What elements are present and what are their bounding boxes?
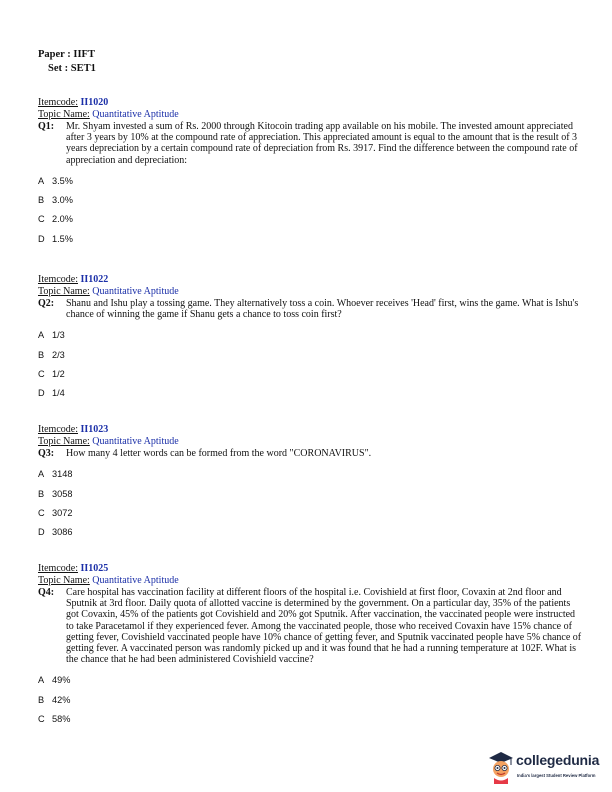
itemcode-line <box>38 274 583 286</box>
option-letter: C <box>38 507 45 518</box>
topic-value: Quantitative Aptitude <box>92 108 179 120</box>
option-letter: D <box>38 388 45 399</box>
paper-name: Paper : IIFT <box>38 49 95 60</box>
topic-line <box>38 109 583 121</box>
option-letter: D <box>38 233 45 244</box>
topic-value: Quantitative Aptitude <box>92 574 179 586</box>
question-text <box>38 448 583 459</box>
option-letter: A <box>38 175 45 186</box>
option-letter: A <box>38 330 45 341</box>
options-list <box>38 674 583 732</box>
option-item[interactable] <box>38 175 583 194</box>
option-letter: B <box>38 195 45 206</box>
logo-tagline: India's largest Student Review Platform <box>517 773 596 778</box>
set-name: Set : SET1 <box>48 63 96 74</box>
option-text: 3086 <box>52 527 73 538</box>
itemcode-label: Itemcode: <box>38 563 78 574</box>
question-number: Q4: <box>38 587 55 598</box>
question-text <box>38 587 583 665</box>
option-item[interactable] <box>38 507 583 526</box>
option-text: 2/3 <box>52 349 65 360</box>
itemcode-label: Itemcode: <box>38 274 78 285</box>
question-body: Care hospital has vaccination facility at different floors of the hospital i.e. Covishield at first floor, Covaxin at 2nd floor and Sputnik at 3rd floor. Daily quota of allotted vaccine is determined by the government. On a particular day, 35% of the patients got Covaxin, 45% of the patients got Covishield and 20% got Sputnik. After vaccination, the vaccinated people were instructed to take Paracetamol if they experienced fever. Among the vaccinated people, those who received Covaxin have 15% chance of getting fever, Covishield vaccinated people have 10% chance of getting fever, and Sputnik vaccinated people have 5% chance of getting fever. A vaccinated person was randomly picked up and it was found that he had a running temperature at 102F. What is the chance that he had been administered Covishield vaccine? <box>66 587 582 666</box>
question-block <box>38 274 583 407</box>
itemcode-label: Itemcode: <box>38 424 78 435</box>
question-body: Shanu and Ishu play a tossing game. They alternatively toss a coin. Whoever receives 'Head' first, wins the game. What is Ishu's chance of winning the game if Shanu gets a chance to toss coin first? <box>66 298 579 321</box>
topic-value: Quantitative Aptitude <box>92 435 179 447</box>
option-text: 1/4 <box>52 388 65 399</box>
option-item[interactable] <box>38 526 583 545</box>
option-item[interactable] <box>38 349 583 368</box>
question-text <box>38 298 583 320</box>
option-letter: C <box>38 214 45 225</box>
logo-wordmark: collegedunia <box>516 752 600 768</box>
option-item[interactable] <box>38 368 583 387</box>
paper-header <box>38 48 96 76</box>
topic-label: Topic Name: <box>38 108 90 120</box>
question-number: Q1: <box>38 121 55 132</box>
topic-line <box>38 286 583 298</box>
question-number: Q2: <box>38 298 55 309</box>
itemcode-line <box>38 563 583 575</box>
question-block <box>38 563 583 732</box>
question-body: Mr. Shyam invested a sum of Rs. 2000 through Kitocoin trading app available on his mobile. The invested amount appreciated after 3 years by 10% at the compound rate of appreciation. This appreciated amount is equal to the amount that is the result of 3 years depreciation by a certain compound rate of depreciation from Rs. 3917. Find the difference between the compound rate of appreciation and depreciation: <box>66 121 578 166</box>
collegedunia-logo[interactable] <box>486 750 606 786</box>
option-item[interactable] <box>38 468 583 487</box>
options-list <box>38 175 583 252</box>
question-text <box>38 121 583 166</box>
option-text: 1/3 <box>52 330 65 341</box>
itemcode-line <box>38 424 583 436</box>
question-body: How many 4 letter words can be formed from the word "CORONAVIRUS". <box>66 448 372 459</box>
option-text: 58% <box>52 714 71 725</box>
option-text: 42% <box>52 694 71 705</box>
option-text: 3148 <box>52 469 73 480</box>
option-letter: A <box>38 469 45 480</box>
option-text: 3058 <box>52 488 73 499</box>
options-list <box>38 329 583 406</box>
graduate-mascot-icon <box>486 750 516 784</box>
option-text: 1/2 <box>52 369 65 379</box>
topic-label: Topic Name: <box>38 574 90 586</box>
option-text: 3.0% <box>52 195 73 206</box>
question-block <box>38 97 583 252</box>
topic-value: Quantitative Aptitude <box>92 285 179 297</box>
option-item[interactable] <box>38 713 583 732</box>
options-list <box>38 468 583 545</box>
topic-line <box>38 575 583 587</box>
option-letter: B <box>38 694 45 705</box>
option-letter: A <box>38 675 45 686</box>
option-item[interactable] <box>38 694 583 713</box>
option-text: 3.5% <box>52 175 73 186</box>
question-block <box>38 424 583 545</box>
option-item[interactable] <box>38 213 583 232</box>
option-item[interactable] <box>38 194 583 213</box>
option-letter: C <box>38 714 45 725</box>
option-item[interactable] <box>38 233 583 252</box>
topic-label: Topic Name: <box>38 435 90 447</box>
itemcode-line <box>38 97 583 109</box>
option-letter: B <box>38 349 45 360</box>
option-item[interactable] <box>38 674 583 693</box>
question-number: Q3: <box>38 448 55 459</box>
itemcode-value: II1022 <box>80 274 109 285</box>
option-item[interactable] <box>38 488 583 507</box>
option-letter: B <box>38 488 45 499</box>
option-text: 2.0% <box>52 214 73 225</box>
option-item[interactable] <box>38 387 583 406</box>
option-letter: D <box>38 527 45 538</box>
itemcode-value: II1023 <box>80 424 109 435</box>
option-text: 3072 <box>52 507 73 518</box>
option-letter: C <box>38 369 45 379</box>
topic-label: Topic Name: <box>38 285 90 297</box>
option-text: 49% <box>52 675 71 686</box>
itemcode-value: II1025 <box>80 563 109 574</box>
itemcode-label: Itemcode: <box>38 97 78 108</box>
topic-line <box>38 436 583 448</box>
itemcode-value: II1020 <box>80 97 109 108</box>
option-item[interactable] <box>38 329 583 348</box>
option-text: 1.5% <box>52 233 73 244</box>
